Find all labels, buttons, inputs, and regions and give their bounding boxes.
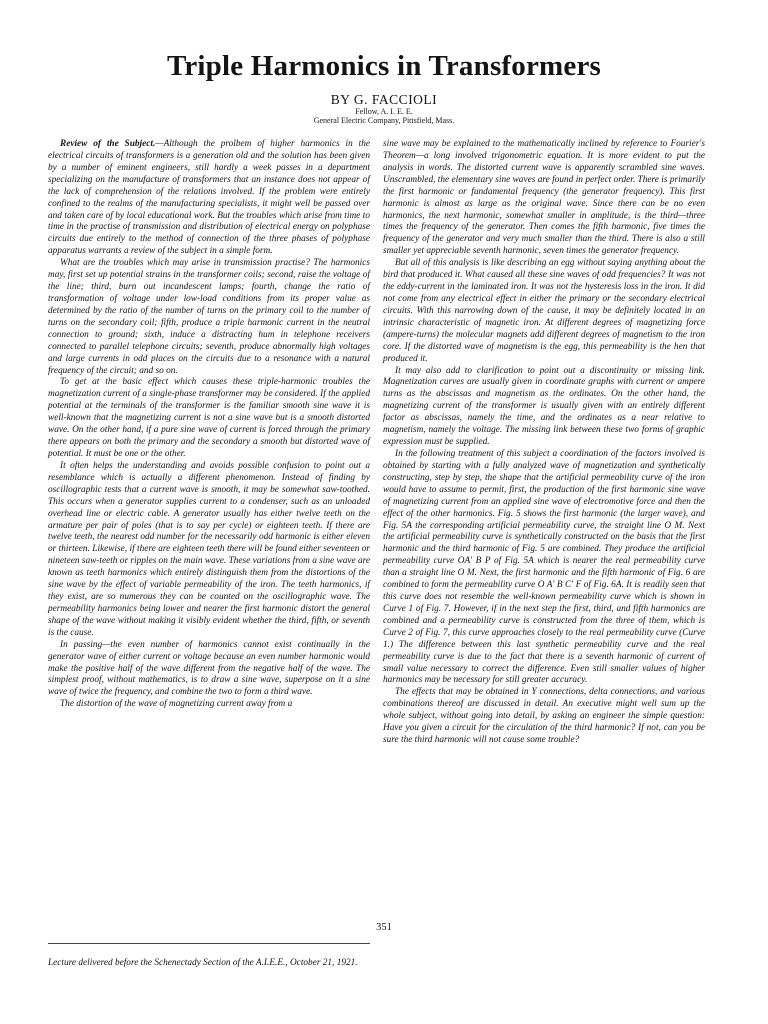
footnote-divider: [48, 943, 370, 944]
paragraph: To get at the basic effect which causes these triple-harmonic troubles the magnetization current of a single-phase transformer may be considered. If the applied potential at the terminals of the transformer is the familiar smooth sine wave it is well-known that the magnetizing current is not a sine wave but is a smooth distorted wave. On the other hand, if a pure sine wave of current is forced through the primary there appears on both the primary and the secondary a smooth but distorted wave of potential. It must be one or the other.: [48, 377, 370, 459]
paragraph: [48, 139, 370, 258]
article-title: Triple Harmonics in Transformers: [166, 50, 602, 82]
paragraph: In the following treatment of this subject a coordination of the factors involved is obtained by starting with a fully analyzed wave of magnetization and synthetically constructing, step by step, the shape that the artificial permeability curve of the iron would have to assume to permit, first, the production of the first harmonic sine wave of magnetizing current from an applied sine wave of electromotive force and then the effect of the other harmonics. Fig. 5 shows the first harmonic (the larger wave), and Fig. 5A the corresponding artificial permeability curve, the straight line O M. Next the artificial permeability curve is synthetically constructed on the basis that the first harmonic and the third harmonic of Fig. 5 are combined. They produce the artificial permeability curve OA' B P of Fig. 5A which is nearer the real permeability curve than a straight line O M. Next, the first harmonic and the fifth harmonic of Fig. 6 are combined to form the permeability curve O A' B C' F of Fig. 6A. It is readily seen that this curve does not resemble the well-known permeability curve which is shown in Curve 1 of Fig. 7. However, if in the next step the first, third, and fifth harmonics are combined and a permeability curve is constructed from the three of them, which is Curve 2 of Fig. 7, this curve approaches closely to the real permeability curve (Curve 1.) The difference between this last synthetic permeability curve and the real permeability curve is due to the fact that there is a seventh harmonic of current of small value necessary to correct the difference. Even still smaller values of higher harmonics may be necessary for still greater accuracy.: [383, 448, 705, 686]
left-column: [48, 139, 370, 711]
paragraph: sine wave may be explained to the mathematically inclined by reference to Fourier's Theorem—a long involved trigonometric equation. It is more evident to put the analysis in words. The distorted current wave is apparently scrambled sine waves. Unscrambled, the elementary sine waves are found in perfect order. There is primarily the first harmonic or fundamental frequency (the generator frequency). This first harmonic is almost as large as the original wave. Since there can be no even harmonics, the next harmonic, somewhat smaller in amplitude, is the third—three times the frequency of the generator. Then comes the fifth harmonic, five times the frequency of the generator and very much smaller than the third. There is also a still smaller yet appreciable seventh harmonic, seven times the generator frequency.: [383, 139, 705, 257]
author-byline: BY G. FACCIOLI: [330, 92, 438, 107]
section-lead: Review of the Subject.: [60, 139, 156, 149]
paragraph: But all of this analysis is like describing an egg without saying anything about the bird that produced it. What caused all these sine waves of odd frequencies? It was not the eddy-current in the laminated iron. It was not the hysteresis loss in the iron. It did not come from any electrical effect in either the primary or the secondary electrical circuits. With this narrowing down of the cause, it may be definitely located in an intrinsic characteristic of magnetic iron. At different degrees of magnetizing force (ampere-turns) the molecular magnets add different degrees of magnetism to the iron core. If the distorted wave of magnetism is the egg, this permeability is the hen that produced it.: [383, 258, 705, 364]
paragraph: What are the troubles which may arise in transmission practise? The harmonics may, first set up potential strains in the transformer coils; second, raise the voltage of the line; third, burn out incandescent lamps; fourth, change the ratio of transformation of voltage under low-load conditions from its proper value as determined by the ratio of the number of turns on the primary coil to the number of turns on the secondary coil; fifth, produce a triple harmonic current in the neutral connection to ground; sixth, induce a distracting hum in telephone receivers connected to parallel telephone circuits; seventh, produce abnormally high voltages and large currents in odd places on the circuits due to a resonance with a natural frequency of the circuit; and so on.: [48, 258, 370, 376]
paragraph: In passing—the even number of harmonics cannot exist continually in the generator wave of either current or voltage because an even number harmonic would make the positive half of the wave different from the negative half of the wave. The simplest proof, without mathematics, is to draw a sine wave, superpose on it a sine wave of twice the frequency, and combine the two to form a third wave.: [48, 639, 370, 698]
paragraph: The distortion of the wave of magnetizing current away from a: [60, 699, 293, 710]
footnote: Lecture delivered before the Schenectady Section of the A.I.E.E., October 21, 1921.: [48, 958, 358, 968]
author-fellowship: Fellow, A. I. E. E.: [355, 107, 413, 116]
page-number: 351: [376, 922, 392, 933]
paragraph: It often helps the understanding and avoids possible confusion to point out a resemblance which is actually a different phenomenon. Instead of finding by oscillographic tests that a current wave is smooth, it may be somewhat saw-toothed. This occurs when a generator supplies current to a condenser, such as an unloaded overhead line or electric cable. A generator usually has either twelve teeth on the armature per pair of poles (that is to say per cycle) or eighteen teeth. If there are twelve teeth, the nearest odd number for the necessarily odd harmonic is either eleven or thirteen. Likewise, if there are eighteen teeth there will be found either seventeen or nineteen saw-teeth or ripples on the main wave. These variations from a sine wave are known as teeth harmonics which entirely distinguish them from the distortions of the sine wave by the effect of variable permeability of the iron. The teeth harmonics, if they exist, are so numerous they can be counted on the oscillographic wave. The permeability harmonics being lower and nearer the first harmonic distort the general shape of the wave without making it visibly evident whether the third, fifth, or seventh is the cause.: [48, 460, 370, 638]
right-column: [383, 139, 705, 747]
author-affiliation: General Electric Company, Pittsfield, Mass.: [313, 116, 455, 125]
paragraph-text: —Although the prolbem of higher harmonics in the electrical circuits of transformers is a generation old and the solution has been given by a number of eminent engineers, still hardly a week passes in a department specializing on the manufacture of transformers that an instance does not appear of the lack of comprehension of the relations involved. If the problem were entirely confined to the realms of the manufacturing specialists, it might well be passed over and taken care of by local educational work. But the troubles which arise from time to time in the practise of transmission and distribution of electrical energy on polyphase circuits due entirely to the method of connection of the three phases of polyphase apparatus warrants a review of the subject in a simple form.: [48, 139, 370, 257]
paragraph: The effects that may be obtained in Y connections, delta connections, and various combinations thereof are discussed in detail. An executive might well sum up the whole subject, without going into detail, by asking an engineer the simple question: Have you given a circuit for the circulation of the third harmonic? If not, can you be sure the third harmonic will not cause some trouble?: [383, 687, 705, 746]
paragraph: It may also add to clarification to point out a discontinuity or missing link. Magnetization curves are usually given in coordinate graphs with current or ampere turns as the abscissas and magnetism as the ordinates. On the other hand, the magnetizing current of the transformer is usually given with an entirely different factor as abscissas, namely the time, and the ordinates as a near relative to magnetism, namely the voltage. The missing link between these two forms of graphic expression must be supplied.: [383, 365, 705, 448]
